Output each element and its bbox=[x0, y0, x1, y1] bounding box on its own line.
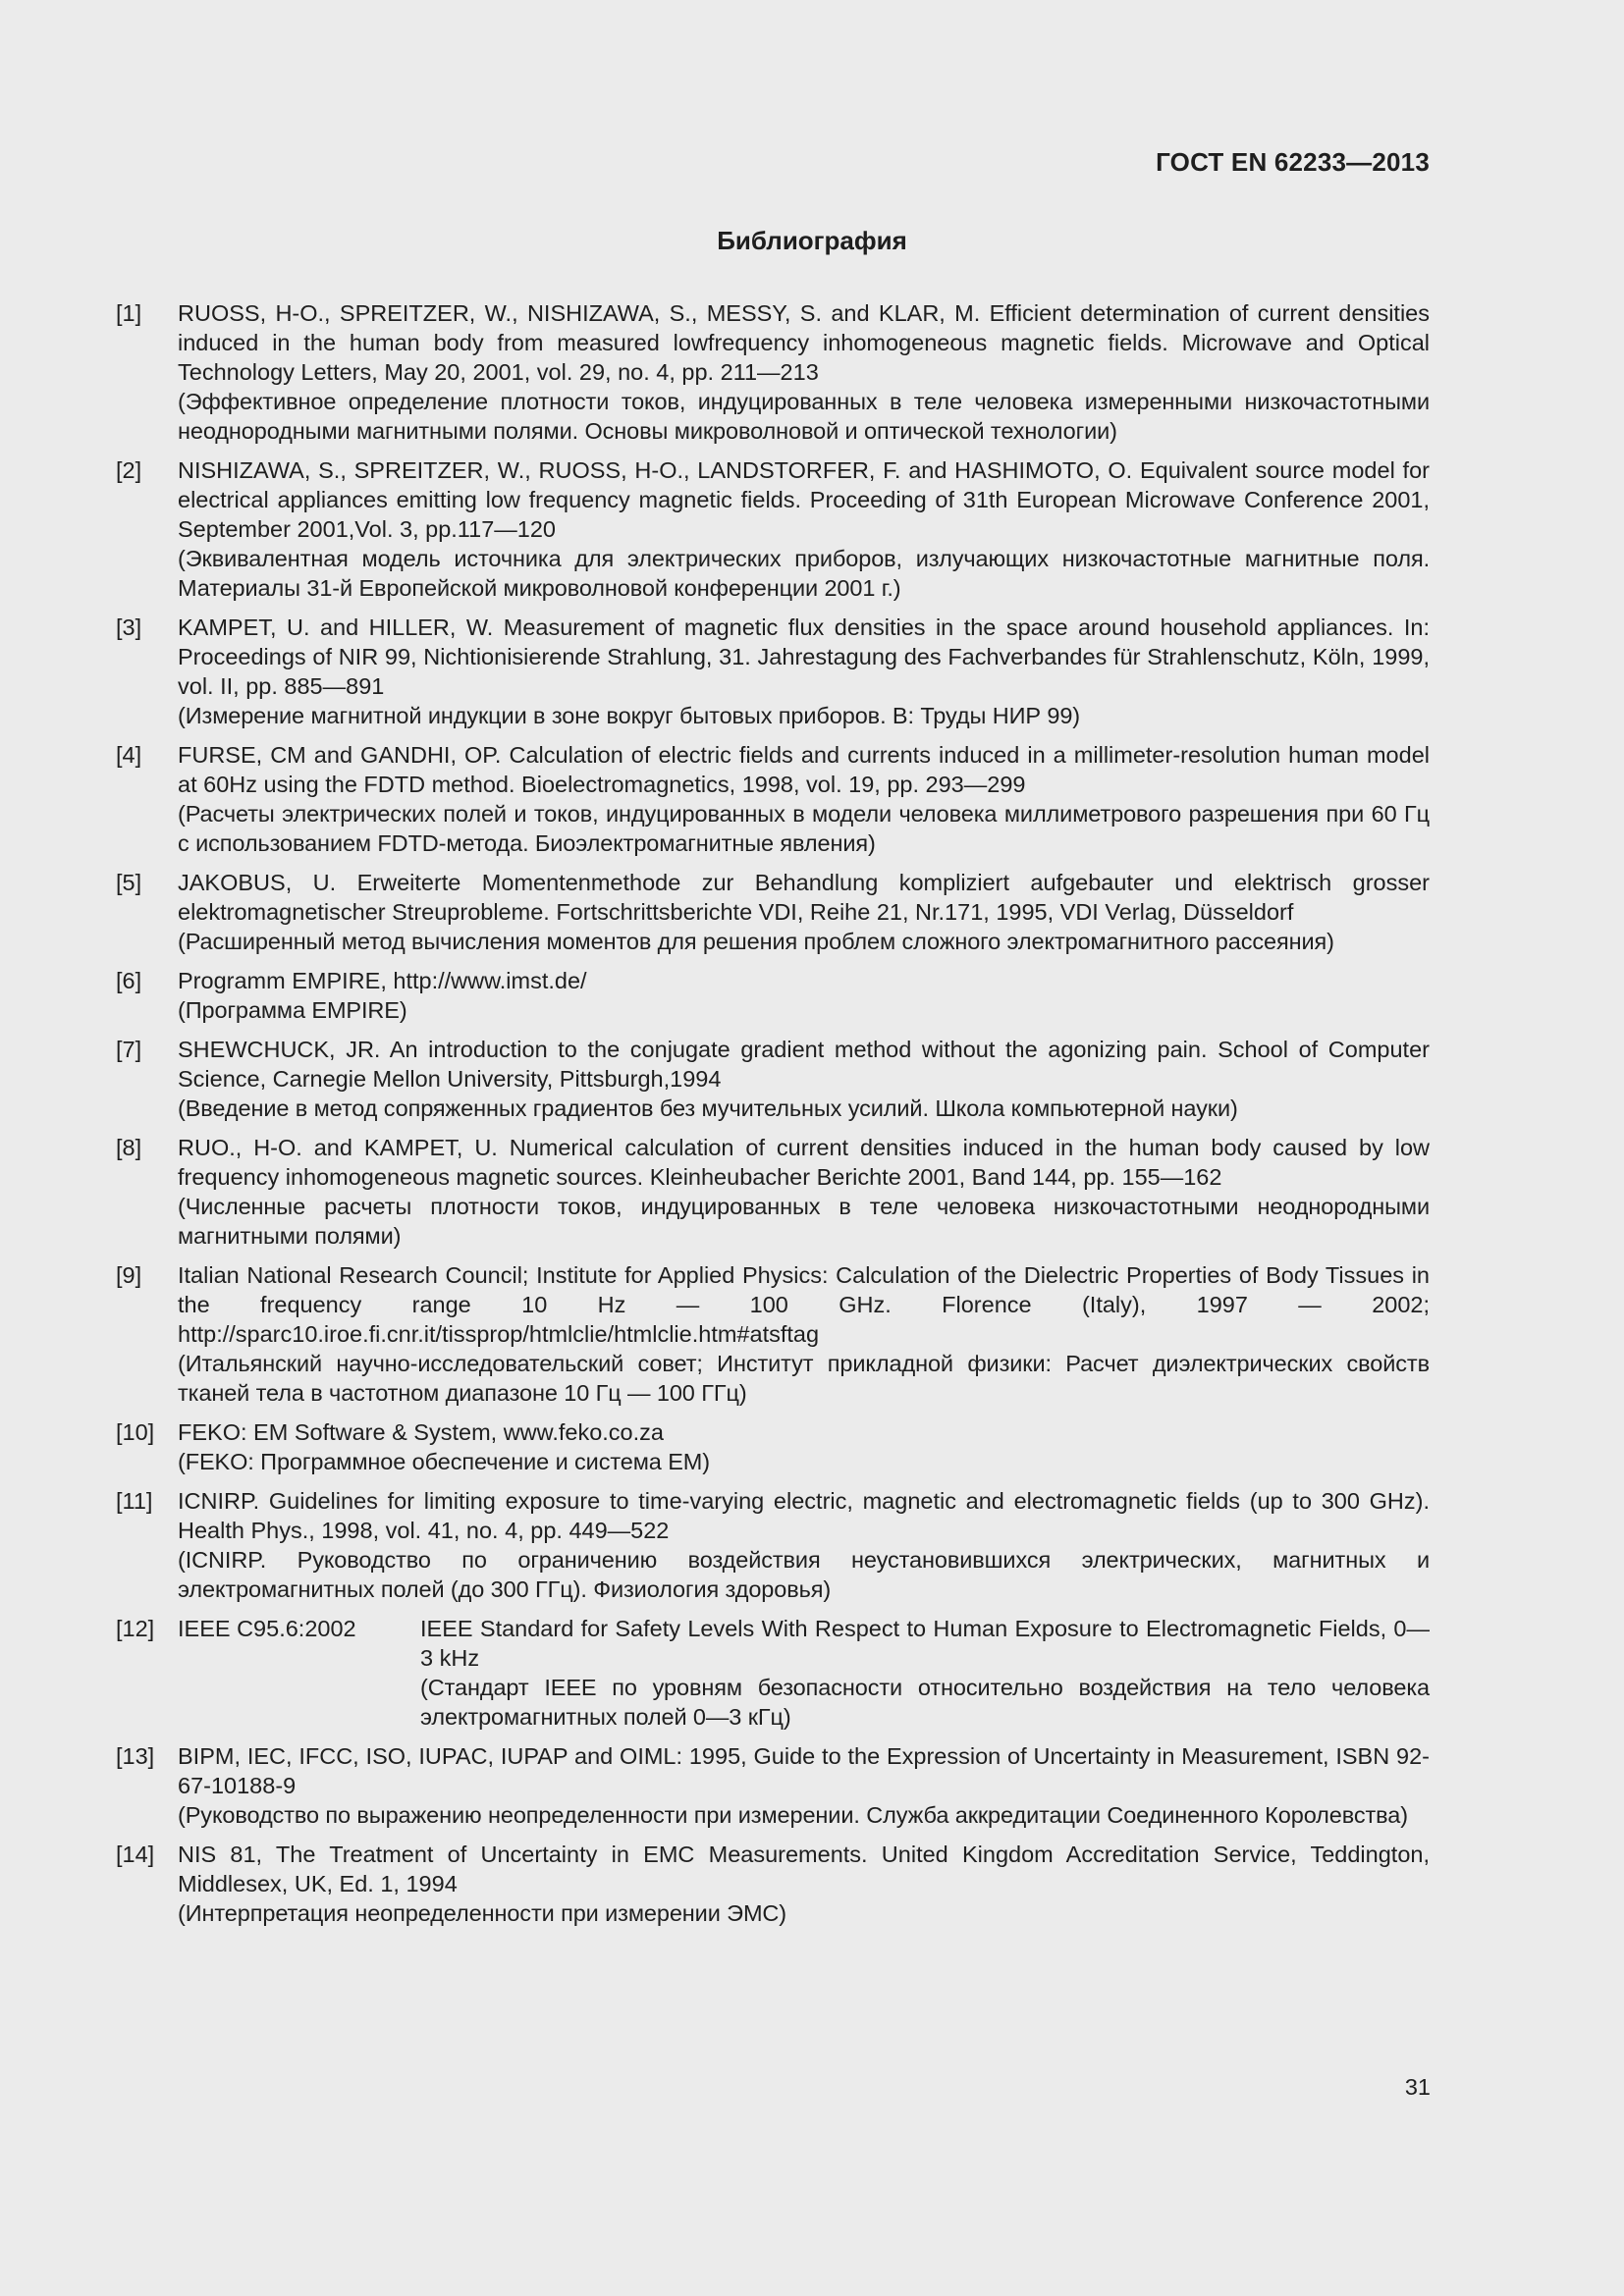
entry-number: [8] bbox=[116, 1135, 142, 1160]
entry-body bbox=[178, 613, 1430, 730]
entry-translation: (Измерение магнитной индукции в зоне вокруг бытовых приборов. В: Труды НИР 99) bbox=[178, 703, 1081, 728]
entry-number: [3] bbox=[116, 614, 142, 640]
entry-citation: IEEE Standard for Safety Levels With Respect to Human Exposure to Electromagnetic Fields, 0—3 kHz bbox=[420, 1616, 1430, 1671]
entry-citation: RUO., H-O. and KAMPET, U. Numerical calculation of current densities induced in the human body caused by low frequency inhomogeneous magnetic sources. Kleinheubacher Berichte 2001, Band 144, pp. 155—162 bbox=[178, 1135, 1430, 1190]
entry-citation: JAKOBUS, U. Erweiterte Momentenmethode zur Behandlung kompliziert aufgebauter und elektrisch grosser elektromagnetischer Streuprobleme. Fortschrittsberichte VDI, Reihe 21, Nr.171, 1995, VDI Verlag, Düsseldorf bbox=[178, 870, 1430, 925]
entry-translation: (Итальянский научно-исследовательский совет; Институт прикладной физики: Расчет диэлектрических свойств тканей тела в частотном диапазоне 10 Гц — 100 ГГц) bbox=[178, 1351, 1430, 1406]
entry-body bbox=[178, 298, 1430, 446]
entry-citation: SHEWCHUCK, JR. An introduction to the conjugate gradient method without the agonizing pain. School of Computer Science, Carnegie Mellon University, Pittsburgh,1994 bbox=[178, 1037, 1430, 1092]
entry-citation: Programm EMPIRE, http://www.imst.de/ bbox=[178, 968, 587, 993]
entry-translation: (Расширенный метод вычисления моментов для решения проблем сложного электромагнитного рассеяния) bbox=[178, 929, 1334, 954]
entry-translation: (Эквивалентная модель источника для электрических приборов, излучающих низкочастотные магнитные поля. Материалы 31-й Европейской микроволновой конференции 2001 г.) bbox=[178, 546, 1430, 601]
entry-translation: (FEKO: Программное обеспечение и система ЕМ) bbox=[178, 1449, 710, 1474]
standard-code: IEEE C95.6:2002 bbox=[178, 1616, 356, 1641]
entry-body bbox=[178, 1486, 1430, 1604]
entry-body bbox=[178, 1260, 1430, 1408]
bibliography-entry bbox=[116, 1417, 1430, 1476]
entry-translation: (Эффективное определение плотности токов, индуцированных в теле человека измеренными низкочастотными неоднородными магнитными полями. Основы микроволновой и оптической технологии) bbox=[178, 389, 1430, 444]
bibliography-list bbox=[116, 298, 1430, 1938]
entry-number: [2] bbox=[116, 457, 142, 483]
entry-number: [5] bbox=[116, 870, 142, 895]
bibliography-entry bbox=[116, 1035, 1430, 1123]
entry-number: [13] bbox=[116, 1743, 155, 1769]
entry-body bbox=[178, 1614, 1430, 1732]
entry-citation: KAMPET, U. and HILLER, W. Measurement of magnetic flux densities in the space around household appliances. In: Proceedings of NIR 99, Nichtionisierende Strahlung, 31. Jahrestagung des Fachverbandes für Strahlenschutz, Köln, 1999, vol. II, pp. 885—891 bbox=[178, 614, 1430, 699]
entry-citation: BIPM, IEC, IFCC, ISO, IUPAC, IUPAP and OIML: 1995, Guide to the Expression of Uncertainty in Measurement, ISBN 92-67-10188-9 bbox=[178, 1743, 1430, 1798]
entry-number: [7] bbox=[116, 1037, 142, 1062]
bibliography-entry bbox=[116, 966, 1430, 1025]
entry-body bbox=[178, 740, 1430, 858]
entry-body bbox=[178, 1741, 1430, 1830]
bibliography-entry bbox=[116, 1741, 1430, 1830]
entry-translation: (Руководство по выражению неопределенности при измерении. Служба аккредитации Соединенного Королевства) bbox=[178, 1802, 1408, 1828]
entry-body bbox=[178, 1417, 1430, 1476]
entry-number: [10] bbox=[116, 1419, 155, 1445]
entry-translation: (Программа EMPIRE) bbox=[178, 997, 407, 1023]
entry-citation: FURSE, CM and GANDHI, OP. Calculation of electric fields and currents induced in a millimeter-resolution human model at 60Hz using the FDTD method. Bioelectromagnetics, 1998, vol. 19, pp. 293—299 bbox=[178, 742, 1430, 797]
entry-translation: (Введение в метод сопряженных градиентов без мучительных усилий. Школа компьютерной науки) bbox=[178, 1095, 1238, 1121]
bibliography-entry bbox=[116, 1486, 1430, 1604]
entry-body bbox=[178, 1035, 1430, 1123]
entry-number: [11] bbox=[116, 1488, 153, 1514]
entry-translation: (Расчеты электрических полей и токов, индуцированных в модели человека миллиметрового разрешения при 60 Гц с использованием FDTD-метода. Биоэлектромагнитные явления) bbox=[178, 801, 1430, 856]
entry-translation: (Численные расчеты плотности токов, индуцированных в теле человека низкочастотными неоднородными магнитными полями) bbox=[178, 1194, 1430, 1249]
page-number: 31 bbox=[1404, 2074, 1431, 2100]
bibliography-entry bbox=[116, 1260, 1430, 1408]
bibliography-entry bbox=[116, 455, 1430, 603]
entry-body bbox=[178, 868, 1430, 956]
standard-text bbox=[420, 1614, 1430, 1732]
entry-citation: ICNIRP. Guidelines for limiting exposure to time-varying electric, magnetic and electromagnetic fields (up to 300 GHz). Health Phys., 1998, vol. 41, no. 4, pp. 449—522 bbox=[178, 1488, 1430, 1543]
entry-number: [14] bbox=[116, 1842, 155, 1867]
bibliography-entry bbox=[116, 1840, 1430, 1928]
document-code: ГОСТ EN 62233—2013 bbox=[1156, 147, 1430, 177]
entry-translation: (ICNIRP. Руководство по ограничению воздействия неустановившихся электрических, магнитных и электромагнитных полей (до 300 ГГц). Физиология здоровья) bbox=[178, 1547, 1430, 1602]
entry-number: [12] bbox=[116, 1616, 155, 1641]
page-title: Библиография bbox=[717, 226, 907, 255]
entry-body bbox=[178, 1133, 1430, 1251]
bibliography-entry bbox=[116, 298, 1430, 446]
entry-body bbox=[178, 455, 1430, 603]
entry-number: [4] bbox=[116, 742, 142, 768]
entry-number: [6] bbox=[116, 968, 142, 993]
bibliography-entry bbox=[116, 1133, 1430, 1251]
bibliography-entry bbox=[116, 613, 1430, 730]
entry-citation: Italian National Research Council; Institute for Applied Physics: Calculation of the Dielectric Properties of Body Tissues in the frequency range 10 Hz — 100 GHz. Florence (Italy), 1997 — 2002; http://sparc10.iroe.fi.cnr.it/tissprop/htmlclie/htmlclie.htm#atsftag bbox=[178, 1262, 1430, 1347]
entry-number: [1] bbox=[116, 300, 142, 326]
bibliography-entry bbox=[116, 1614, 1430, 1732]
bibliography-entry bbox=[116, 740, 1430, 858]
entry-citation: FEKO: EM Software & System, www.feko.co.za bbox=[178, 1419, 664, 1445]
entry-body bbox=[178, 966, 1430, 1025]
entry-citation: RUOSS, H-O., SPREITZER, W., NISHIZAWA, S., MESSY, S. and KLAR, M. Efficient determination of current densities induced in the human body from measured lowfrequency inhomogeneous magnetic fields. Microwave and Optical Technology Letters, May 20, 2001, vol. 29, no. 4, pp. 211—213 bbox=[178, 300, 1430, 385]
entry-citation: NIS 81, The Treatment of Uncertainty in EMC Measurements. United Kingdom Accreditation Service, Teddington, Middlesex, UK, Ed. 1, 1994 bbox=[178, 1842, 1430, 1896]
entry-translation: (Интерпретация неопределенности при измерении ЭМС) bbox=[178, 1900, 787, 1926]
bibliography-entry bbox=[116, 868, 1430, 956]
entry-body bbox=[178, 1840, 1430, 1928]
entry-number: [9] bbox=[116, 1262, 142, 1288]
entry-citation: NISHIZAWA, S., SPREITZER, W., RUOSS, H-O., LANDSTORFER, F. and HASHIMOTO, O. Equivalent source model for electrical appliances emitting low frequency magnetic fields. Proceeding of 31th European Microwave Conference 2001, September 2001,Vol. 3, pp.117—120 bbox=[178, 457, 1430, 542]
entry-translation: (Стандарт IEEE по уровням безопасности относительно воздействия на тело человека электромагнитных полей 0—3 кГц) bbox=[420, 1675, 1430, 1730]
